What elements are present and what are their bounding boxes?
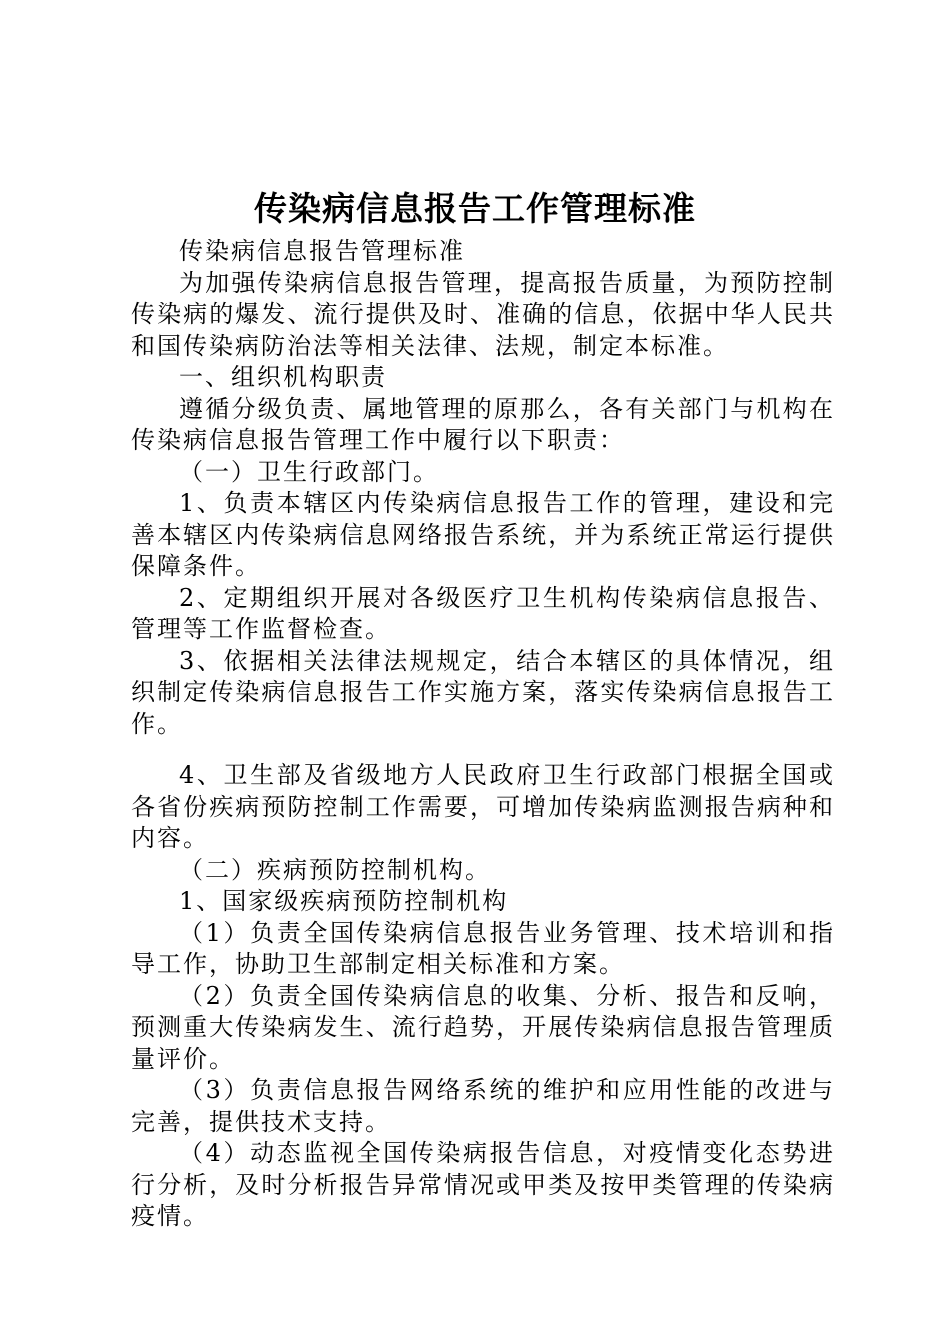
paragraph-principle: 遵循分级负责、属地管理的原那么，各有关部门与机构在传染病信息报告管理工作中履行以下职责： [131,394,835,454]
paragraph-duty-4: （4）动态监视全国传染病报告信息，对疫情变化态势进行分析，及时分析报告异常情况或甲类及按甲类管理的传染病疫情。 [131,1139,835,1230]
paragraph-intro: 为加强传染病信息报告管理，提高报告质量，为预防控制传染病的爆发、流行提供及时、准确的信息，依据中华人民共和国传染病防治法等相关法律、法规，制定本标准。 [131,268,835,360]
paragraph-subtitle: 传染病信息报告管理标准 [179,237,465,265]
section-heading-responsibilities: 一、组织机构职责 [179,363,387,391]
paragraph-duty-2: （2）负责全国传染病信息的收集、分析、报告和反响，预测重大传染病发生、流行趋势，开展传染病信息报告管理质量评价。 [131,981,835,1073]
paragraph-item-2: 2、定期组织开展对各级医疗卫生机构传染病信息报告、管理等工作监督检查。 [131,583,835,643]
document-title: 传染病信息报告工作管理标准 [254,189,696,228]
paragraph-national-cdc: 1、国家级疾病预防控制机构 [179,887,509,915]
subsection-heading-health-admin: （一）卫生行政部门。 [179,457,439,486]
paragraph-duty-3: （3）负责信息报告网络系统的维护和应用性能的改进与完善，提供技术支持。 [131,1076,835,1136]
paragraph-item-1: 1、负责本辖区内传染病信息报告工作的管理，建设和完善本辖区内传染病信息网络报告系统，并为系统正常运行提供保障条件。 [131,489,835,580]
paragraph-item-4: 4、卫生部及省级地方人民政府卫生行政部门根据全国或各省份疾病预防控制工作需要，可增加传染病监测报告病种和内容。 [131,761,835,852]
document-body [131,236,835,1233]
subsection-heading-cdc: （二）疾病预防控制机构。 [179,855,491,884]
paragraph-item-3: 3、依据相关法律法规规定，结合本辖区的具体情况，组织制定传染病信息报告工作实施方案，落实传染病信息报告工作。 [131,646,835,738]
paragraph-duty-1: （1）负责全国传染病信息报告业务管理、技术培训和指导工作，协助卫生部制定相关标准和方案。 [131,918,835,978]
